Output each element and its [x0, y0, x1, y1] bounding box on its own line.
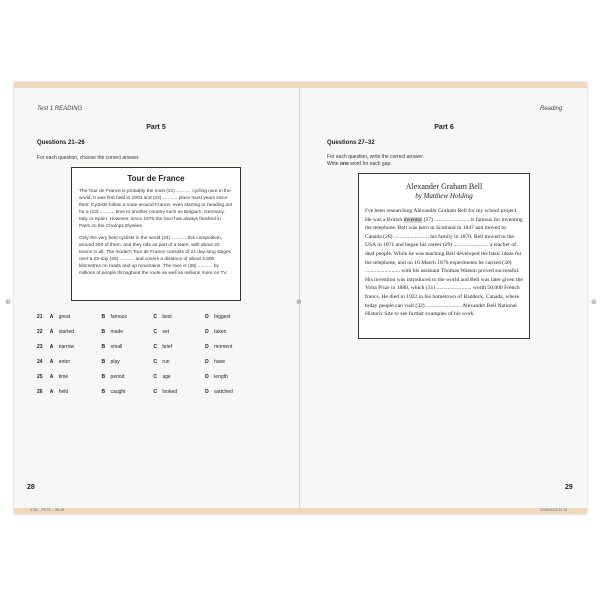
- option-b[interactable]: B period: [101, 373, 125, 380]
- part-5-title: Part 5: [146, 124, 166, 131]
- question-number: 22: [37, 328, 43, 335]
- option-c[interactable]: C run: [153, 358, 170, 365]
- article-paragraph: The Tour de France is probably the most (21) ........... cycling race in the world. It was first held in 1903 and (22) ........... place most years since then. Cyclists follow a route around France, even starting or heading out for a (23) ........... time to another country such as Belgium, Germany, Italy or Spain. However, since 1975 the race has always finished in Paris on the Champs Elysées.: [79, 189, 233, 229]
- option-row: [37, 384, 257, 399]
- option-a[interactable]: A held: [49, 388, 69, 395]
- question-number: 25: [37, 373, 43, 380]
- option-d[interactable]: D taken: [205, 328, 227, 335]
- page-bleed-bottom: [14, 508, 587, 514]
- right-print-slug: 12/09/2018 12:15: [540, 508, 568, 512]
- option-b[interactable]: B famous: [101, 313, 127, 320]
- option-a[interactable]: A time: [49, 373, 69, 380]
- left-running-header: Test 1 READING: [37, 106, 83, 112]
- left-print-slug: 9781... PET4 ... 28-29: [30, 508, 65, 512]
- option-a[interactable]: A great: [49, 313, 71, 320]
- question-number: 21: [37, 313, 43, 320]
- question-number: 24: [37, 358, 43, 365]
- article-title: Tour de France: [127, 174, 185, 183]
- alexander-graham-bell-article: [358, 173, 530, 339]
- highlighted-word: inventor: [403, 216, 423, 223]
- option-d[interactable]: D moment: [205, 343, 233, 350]
- article-title: Alexander Graham Bell: [405, 182, 483, 191]
- option-d[interactable]: D watched: [205, 388, 233, 395]
- right-page-number: 29: [565, 484, 573, 491]
- crop-mark-center: ⊕: [296, 298, 302, 306]
- crop-mark-left: ⊕: [5, 298, 11, 306]
- option-c[interactable]: C age: [153, 373, 171, 380]
- option-c[interactable]: C looked: [153, 388, 178, 395]
- option-c[interactable]: C brief: [153, 343, 173, 350]
- article-body: I've been researching Alexander Graham Bell for my school project. He was a British inventor (27) ......................... is famous for inventing the telephone. Bell was born in Scotland in 1847 and moved to Canada (28) ......................... his family in 1870. Bell moved to the USA in 1871 and began his career (29) ......................... a teacher of deaf people. While he was teaching Bell developed the basic ideas for the telephone, and on 10 March 1876 experiments he carried (30) ......................... with his assistant Thomas Watson proved successful. His invention was introduced to the world and Bell was later given the Volta Prize in 1880, which (31) ......................... worth 50,000 French francs. He died in 1922 in his hometown of Baddeck, Canada, where today people can visit (32) ......................... Alexander Bell National Historic Site to see further examples of his work.: [365, 208, 523, 318]
- page-bleed-top: [14, 82, 587, 88]
- option-row: [37, 339, 257, 354]
- part-5-instruction: For each question, choose the correct answer.: [37, 155, 140, 161]
- part-6-instruction: For each question, write the correct answer.: [327, 154, 424, 160]
- option-b[interactable]: B small: [101, 343, 123, 350]
- option-a[interactable]: A started: [49, 328, 75, 335]
- option-row: [37, 324, 257, 339]
- article-body: [72, 188, 240, 277]
- option-b[interactable]: B play: [101, 358, 120, 365]
- option-c[interactable]: C set: [153, 328, 170, 335]
- right-running-header: Reading: [540, 106, 563, 112]
- tour-de-france-article: [71, 167, 241, 301]
- article-paragraph: Only the very best cyclists in the world (24) ........... this competition, around 200 of them, and they ride as part of a team, with about 20 teams in all. The modern Tour de France consists of 21 day-long stages over a 23-day (25) ........... and covers a distance of about 3,500 kilometres on roads and up mountains. The race is (26) ........... by millions of people throughout the route as well as millions more on TV.: [79, 236, 232, 276]
- option-c[interactable]: C best: [153, 313, 172, 320]
- left-page-number: 28: [27, 484, 35, 491]
- option-b[interactable]: B caught: [101, 388, 126, 395]
- option-a[interactable]: A narrow: [49, 343, 75, 350]
- option-b[interactable]: B made: [101, 328, 124, 335]
- crop-mark-right: ⊕: [591, 298, 597, 306]
- article-author: by Matthew Holding: [415, 192, 473, 200]
- option-row: [37, 309, 257, 324]
- option-d[interactable]: D have: [205, 358, 226, 365]
- part-6-instruction-word-count: Write one word for each gap.: [327, 161, 392, 167]
- answer-options-table: [37, 309, 257, 399]
- questions-21-26-heading: Questions 21–26: [37, 140, 85, 146]
- question-number: 23: [37, 343, 43, 350]
- option-row: [37, 369, 257, 384]
- question-number: 26: [37, 388, 43, 395]
- questions-27-32-heading: Questions 27–32: [327, 140, 375, 146]
- option-a[interactable]: A enter: [49, 358, 71, 365]
- option-row: [37, 354, 257, 369]
- option-d[interactable]: D biggest: [205, 313, 231, 320]
- part-6-title: Part 6: [434, 124, 454, 131]
- option-d[interactable]: D length: [205, 373, 228, 380]
